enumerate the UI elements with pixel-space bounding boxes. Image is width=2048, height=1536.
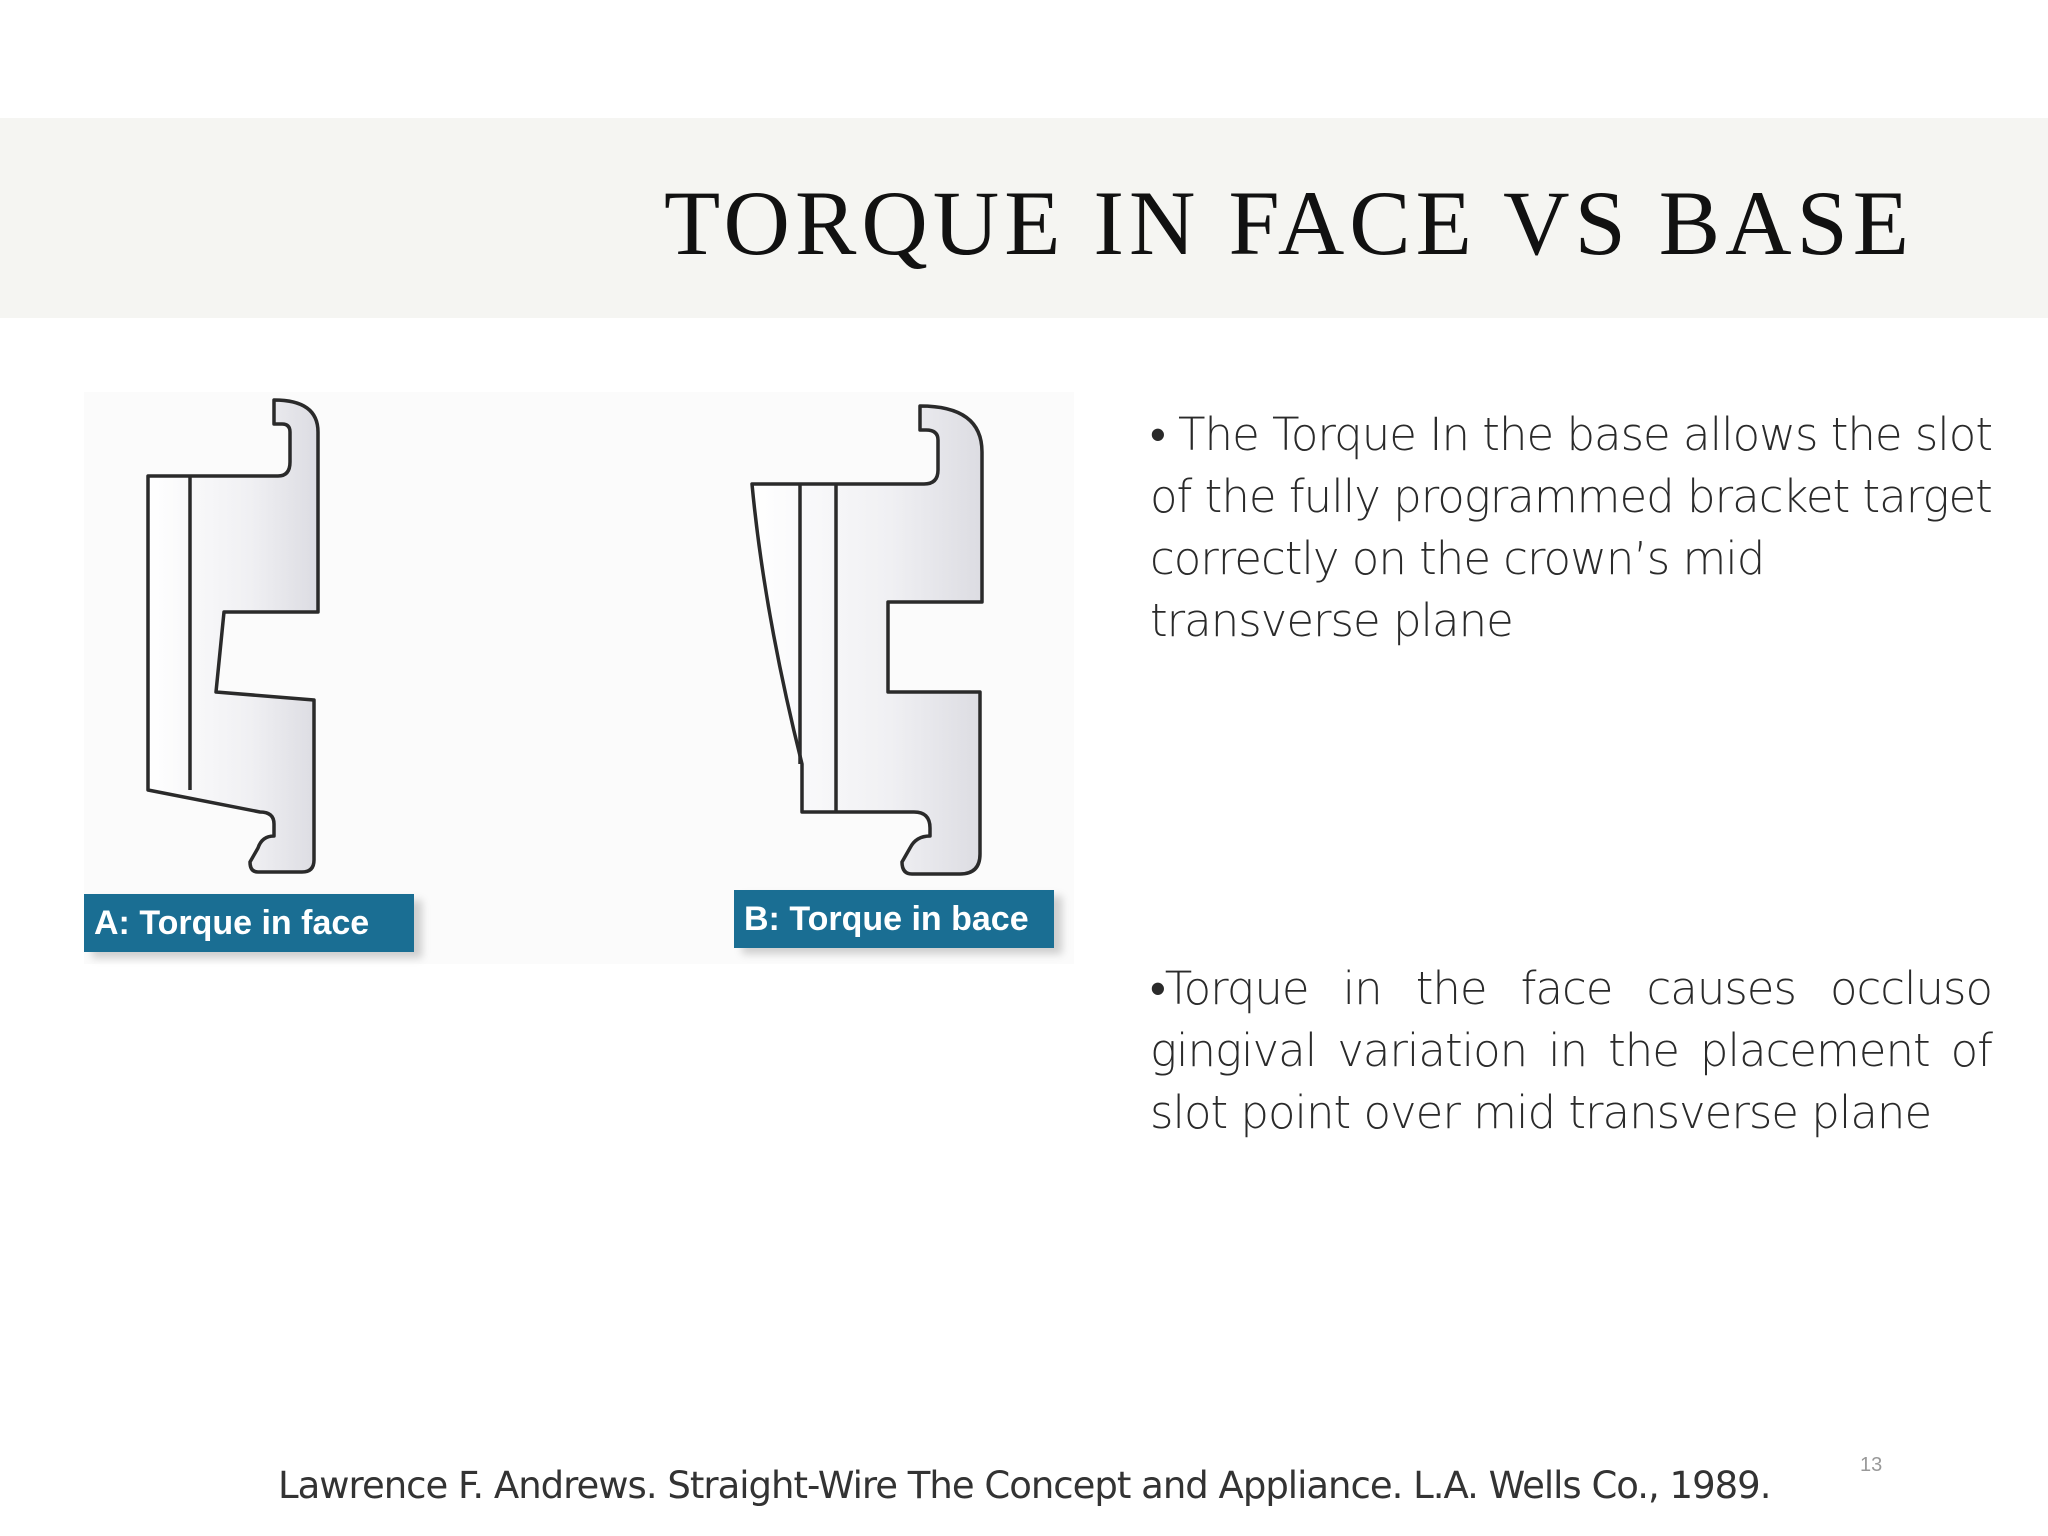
bullet-torque-in-base: • The Torque In the base allows the slot of the fully programmed bracket target correctly on the crown’s mid transverse plane — [1150, 408, 1992, 647]
bracket-a-drawing — [148, 400, 318, 872]
bracket-figure — [84, 392, 1074, 964]
citation: Lawrence F. Andrews. Straight-Wire The Concept and Appliance. L.A. Wells Co., 1989. — [278, 1464, 1771, 1507]
label-torque-in-face: A: Torque in face — [84, 894, 414, 952]
bracket-diagrams — [84, 392, 1074, 964]
label-torque-in-base: B: Torque in bace — [734, 890, 1054, 948]
bullet-torque-in-face: •Torque in the face causes occluso gingival variation in the placement of slot point over mid transverse plane — [1150, 962, 1992, 1139]
slide-title: TORQUE IN FACE VS BASE — [664, 172, 1914, 274]
page-number: 13 — [1860, 1454, 1883, 1476]
bracket-b-drawing — [752, 406, 982, 874]
